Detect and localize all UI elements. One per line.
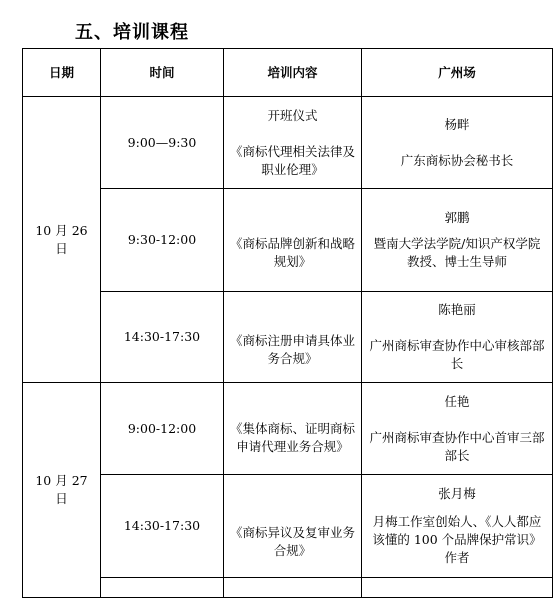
table-row — [23, 189, 553, 292]
speaker-name: 郭鹏 — [444, 210, 470, 225]
content-cell — [224, 97, 362, 189]
header-content: 培训内容 — [224, 49, 362, 97]
speaker-cell — [362, 97, 553, 189]
time-cell: 9:00-12:00 — [101, 383, 224, 475]
table-header-row — [23, 49, 553, 97]
speaker-title: 广州商标审查协作中心首审三部部长 — [369, 429, 545, 463]
table-row — [23, 97, 553, 189]
content-cell — [224, 292, 362, 383]
table-row — [23, 475, 553, 578]
header-venue: 广州场 — [362, 49, 553, 97]
table-row — [23, 578, 553, 598]
speaker-name: 张月梅 — [438, 486, 476, 501]
time-cell: 9:30-12:00 — [101, 189, 224, 292]
speaker-title: 广州商标审查协作中心审核部部长 — [369, 338, 545, 371]
training-schedule-table — [22, 48, 553, 598]
speaker-cell — [362, 292, 553, 383]
course-title: 《商标代理相关法律及职业伦理》 — [230, 143, 356, 177]
course-title: 《商标注册申请具体业务合规》 — [230, 333, 356, 366]
table-row — [23, 383, 553, 475]
table-row — [23, 292, 553, 383]
speaker-title: 暨南大学法学院/知识产权学院教授、博士生导师 — [373, 236, 541, 269]
content-line: 开班仪式 — [267, 107, 318, 123]
speaker-cell — [362, 383, 553, 475]
speaker-cell — [362, 189, 553, 292]
time-cell: 9:00—9:30 — [101, 97, 224, 189]
time-cell: 14:30-17:30 — [101, 292, 224, 383]
header-date: 日期 — [23, 49, 101, 97]
speaker-cell — [362, 475, 553, 578]
speaker-name: 任艳 — [444, 393, 470, 409]
time-cell: 14:30-17:30 — [101, 475, 224, 578]
date-cell: 10 月 27 日 — [23, 383, 101, 598]
speaker-title: 广东商标协会秘书长 — [400, 152, 514, 168]
header-time: 时间 — [101, 49, 224, 97]
speaker-title: 月梅工作室创始人、《人人都应该懂的 100 个品牌保护常识》作者 — [372, 514, 542, 565]
course-title: 《商标异议及复审业务合规》 — [230, 525, 356, 558]
content-cell — [224, 383, 362, 475]
speaker-name: 杨畔 — [444, 116, 470, 132]
content-cell — [224, 189, 362, 292]
section-title: 五、培训课程 — [75, 22, 189, 43]
speaker-name: 陈艳丽 — [438, 302, 476, 317]
course-title: 《集体商标、证明商标申请代理业务合规》 — [230, 420, 356, 454]
course-title: 《商标品牌创新和战略规划》 — [230, 236, 356, 269]
date-cell: 10 月 26 日 — [23, 97, 101, 383]
content-cell — [224, 475, 362, 578]
